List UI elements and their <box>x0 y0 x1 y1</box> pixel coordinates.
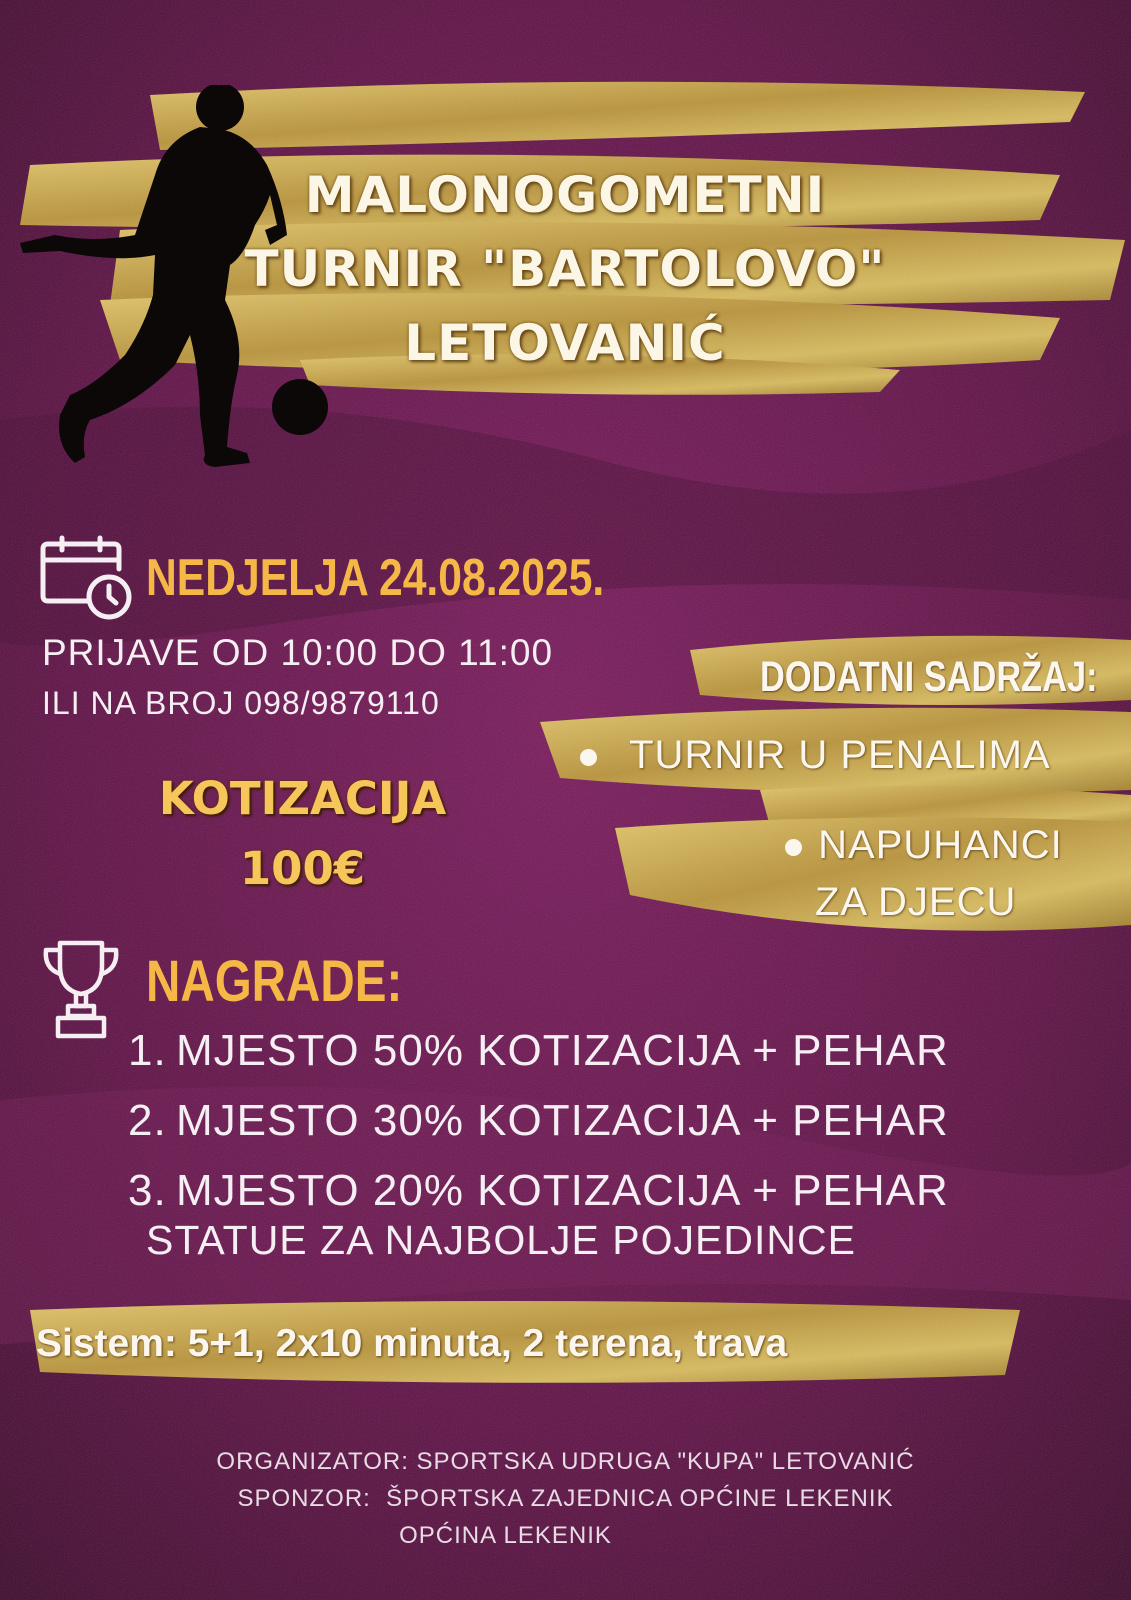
extras-item-label: TURNIR U PENALIMA <box>629 733 1051 777</box>
title-line-3: LETOVANIĆ <box>404 314 726 372</box>
prize-text: MJESTO 20% KOTIZACIJA + PEHAR <box>176 1166 949 1215</box>
fee-label: KOTIZACIJA <box>158 772 447 825</box>
calendar-clock-icon <box>38 535 134 621</box>
prize-number: 3. <box>128 1166 167 1215</box>
registration-time: PRIJAVE OD 10:00 DO 11:00 <box>42 632 554 673</box>
bullet-icon <box>580 749 597 766</box>
fee-amount: 100€ <box>239 842 366 895</box>
event-date: NEDJELJA 24.08.2025. <box>146 549 605 607</box>
tournament-title <box>200 158 930 380</box>
registration-phone: ILI NA BROJ 098/9879110 <box>42 685 440 721</box>
trophy-icon <box>40 938 122 1042</box>
bullet-icon <box>785 839 802 856</box>
prize-number: 2. <box>128 1096 167 1145</box>
ball-icon <box>272 379 328 435</box>
extras-item-label: NAPUHANCI <box>818 823 1063 867</box>
organizer: ORGANIZATOR: SPORTSKA UDRUGA "KUPA" LETOVANIĆ <box>216 1448 915 1475</box>
title-line-2: TURNIR "BARTOLOVO" <box>244 240 886 298</box>
extras-heading: DODATNI SADRŽAJ: <box>760 653 1098 701</box>
prize-text: MJESTO 50% KOTIZACIJA + PEHAR <box>176 1026 949 1075</box>
extras-item-penalties <box>580 733 1051 778</box>
prize-number: 1. <box>128 1026 167 1075</box>
title-line-1: MALONOGOMETNI <box>304 166 826 224</box>
prize-text: MJESTO 30% KOTIZACIJA + PEHAR <box>176 1096 949 1145</box>
sponsor: SPONZOR: ŠPORTSKA ZAJEDNICA OPĆINE LEKENIK <box>237 1485 894 1512</box>
individual-awards: STATUE ZA NAJBOLJE POJEDINCE <box>146 1217 856 1263</box>
prize-place-2 <box>128 1096 949 1146</box>
extras-item-inflatables <box>785 823 1063 868</box>
extras-item-kids: ZA DJECU <box>815 880 1017 924</box>
prizes-heading: NAGRADE: <box>146 949 403 1014</box>
prize-place-3 <box>128 1166 949 1216</box>
game-system: Sistem: 5+1, 2x10 minuta, 2 terena, trava <box>36 1322 788 1365</box>
sponsor-municipality: OPĆINA LEKENIK <box>399 1522 612 1549</box>
prize-place-1 <box>128 1026 949 1076</box>
